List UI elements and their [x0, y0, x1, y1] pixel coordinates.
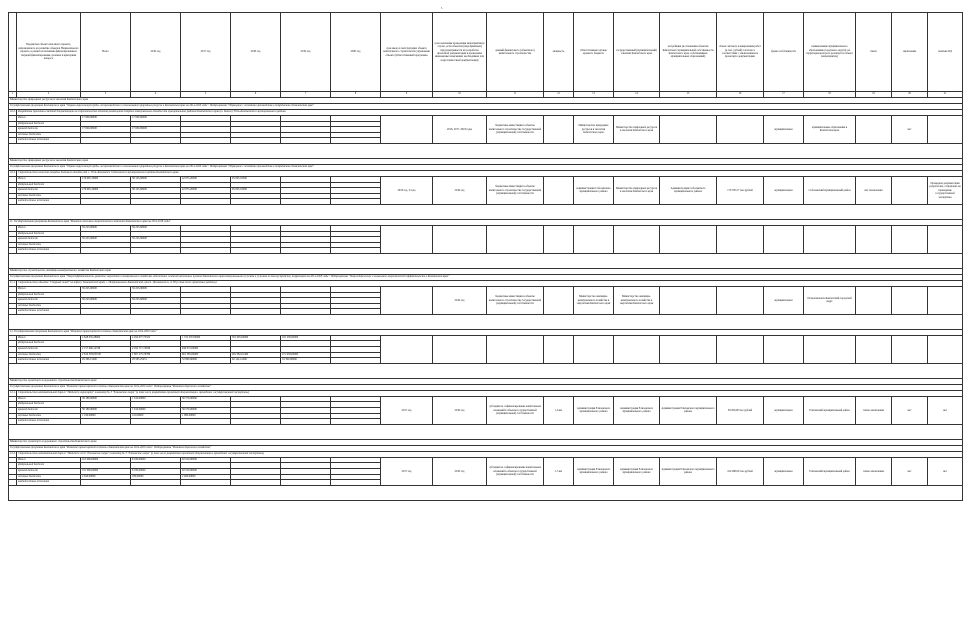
header-row — [9, 13, 963, 92]
object-info-cell: Елизовский муниципальный район — [804, 457, 856, 485]
header-cell: наименование муниципального образования (городского округа), на территории которого реализуется объект (мероприятие) — [804, 13, 856, 92]
ministry-cell: Министерство транспорта и дорожного строительства Камчатского края — [9, 378, 963, 384]
finance-value: 59 225,00000 — [81, 298, 131, 304]
object-info-cell: Администрация Елизовского муниципального района — [660, 396, 717, 424]
finance-value: 2 294 677,72525 — [131, 335, 181, 341]
object-info-cell: 1,3 км — [544, 457, 574, 485]
object-info-cell: Администрация Елизовского муниципального района — [614, 457, 660, 485]
finance-value: 59 225,00000 — [81, 225, 131, 231]
finance-value: 95 095,10000 — [231, 176, 281, 182]
ministry-cell: Министерство транспорта и дорожного строительства Камчатского края — [9, 439, 963, 445]
column-number-cell: 13 — [574, 92, 614, 98]
column-number-cell: 4 — [131, 92, 181, 98]
column-number-cell: 19 — [856, 92, 892, 98]
finance-label: местные бюджеты — [17, 193, 81, 199]
header-cell: Всего — [81, 13, 131, 92]
column-number-cell: 20 — [892, 92, 928, 98]
object-info-cell: Администрация Елизовского муниципального района — [660, 457, 717, 485]
finance-value: 38 125,00000 — [131, 176, 181, 182]
object-info-cell — [764, 335, 804, 363]
finance-value: 1 190,00000 — [81, 413, 131, 419]
column-number-cell: 21 — [928, 92, 963, 98]
finance-value: 62 142,12400 — [231, 358, 281, 364]
header-cell: 2020 год — [331, 13, 381, 92]
object-info-cell: нет — [892, 457, 928, 485]
finance-label: внебюджетные источники — [17, 138, 81, 144]
column-number-cell: 3 — [81, 92, 131, 98]
object-info-cell: 38 200,00 тыс.рублей — [717, 396, 764, 424]
object-info-cell: 176 795,57 тыс.рублей — [717, 176, 764, 204]
object-info-cell — [856, 286, 892, 314]
object-info-cell: Администрация Елизовского муниципального района — [614, 396, 660, 424]
ministry-cell: Министерство природных ресурсов и экологии Камчатского края — [9, 158, 963, 164]
spacer-cell — [9, 424, 963, 439]
column-number-cell: 5 — [181, 92, 231, 98]
finance-value: 1 610,00000 — [131, 408, 181, 414]
object-info-cell: нет — [928, 457, 963, 485]
finance-label: местные бюджеты — [17, 242, 81, 248]
spacer-cell — [9, 314, 963, 329]
column-number-cell: 10 — [433, 92, 487, 98]
header-cell: Предметом объекта или иного проекта, направленного на развитие объектов Национального проекта, в рамках исполнения финансирования и текущей финансирования, целевых и критериям вопроса — [17, 13, 81, 92]
object-info-cell: муниципальная — [764, 396, 804, 424]
column-number-cell: 7 — [281, 92, 331, 98]
object-info-cell — [381, 286, 433, 314]
column-number-cell: 1 — [9, 92, 17, 98]
object-info-cell: субсидии на софинансирование капитальных вложений в объекты государственной (муниципальной) собственности — [487, 457, 544, 485]
column-number-cell: 15 — [660, 92, 717, 98]
finance-value: 110,00000 — [131, 413, 181, 419]
finance-value: 38 125,00000 — [131, 188, 181, 194]
object-info-cell: бюджетные инвестиции в объекты капитального строительства государственной (муниципальной) собственности — [487, 116, 544, 144]
finance-label: краевой бюджет — [17, 127, 81, 133]
object-info-cell — [892, 225, 928, 253]
object-info-cell: 1,0 км — [544, 396, 574, 424]
finance-value: 2 819 303,059 00 — [81, 352, 131, 358]
spacer-row — [9, 204, 963, 219]
object-info-cell — [660, 286, 717, 314]
object-number: 12.2. — [9, 451, 17, 457]
header-cell: объем сметного планирования работ (в тыс. рублей) согласно в соответствии с заключением на проектную документацию — [717, 13, 764, 92]
object-name: Строительство автомобильной дороги "Подъезд к п/ст "Елизовские озера" километр № 3 "Елизовские озера" (в том числе разработка проектной документации, проведение государственной экспертизы) — [17, 451, 963, 457]
finance-value: 17 000,00000 — [81, 127, 131, 133]
object-name: Строительство объекта "Сборный склад" по адресу: Камчатский край, г. Петропавловск-Камчатский, просп. Циолковского, д. 38 (в том числе проектные работы) — [17, 280, 963, 286]
finance-value: 42 875,20000 — [181, 176, 231, 182]
finance-label: внебюджетные источники — [17, 358, 81, 364]
finance-value: 59 225,00000 — [81, 237, 131, 243]
object-info-cell — [381, 335, 433, 363]
finance-value: 2 640,00000 — [81, 474, 131, 480]
header-cell: данный финансового (объектного) капитального строительства — [487, 13, 544, 92]
document-sheet — [8, 12, 961, 501]
object-info-cell: 2016 год — [433, 176, 487, 204]
object-info-cell — [660, 116, 717, 144]
finance-value: 59 225,00000 — [131, 237, 181, 243]
finance-value: 59 225,00000 — [131, 225, 181, 231]
header-cell: срок ввода в эксплуатацию объекта капитального строительства управления объекта (Ответственный программы — [381, 13, 433, 92]
object-info-cell — [544, 225, 574, 253]
finance-label: Итого — [17, 176, 81, 182]
program-cell: Государственная программа Камчатского края "Развитие транспортной системы в Камчатском крае на 2014-2020 годы". Подпрограмма "Развитие дорожного хозяйства" — [9, 445, 963, 451]
object-info-cell: 2018 год, 3 года — [381, 176, 433, 204]
finance-value: 8 180,00000 — [131, 457, 181, 463]
object-info-cell: муниципальная — [764, 116, 804, 144]
finance-label: федеральный бюджет — [17, 292, 81, 298]
finance-value: 38 180,00000 — [81, 408, 131, 414]
finance-label: местные бюджеты — [17, 132, 81, 138]
object-number: 10.2. — [9, 110, 17, 116]
object-info-cell — [717, 116, 764, 144]
finance-value: 4 628 635,28964 — [81, 335, 131, 341]
object-info-cell — [856, 335, 892, 363]
ministry-cell: Министерство природных ресурсов и экологии Камчатского края — [9, 98, 963, 104]
finance-label: местные бюджеты — [17, 474, 81, 480]
object-info-cell — [928, 116, 963, 144]
finance-value: 2 460,00000 — [181, 474, 231, 480]
finance-value: 92 910,00000 — [181, 457, 231, 463]
object-info-cell: плана заключения — [856, 457, 892, 485]
object-info-cell: 2016, 2017, 2018 годы — [433, 116, 487, 144]
object-info-cell: нет — [892, 116, 928, 144]
object-info-cell: Министерство природных ресурсов и экологии Камчатского края — [574, 116, 614, 144]
finance-value: 36 570,00000 — [181, 408, 231, 414]
object-info-cell: нет — [892, 396, 928, 424]
object-info-cell: муниципальная — [764, 286, 804, 314]
header-cell: заключение — [892, 13, 928, 92]
object-info-cell — [717, 225, 764, 253]
header-cell: 2018 год — [231, 13, 281, 92]
finance-label: Итого — [17, 457, 81, 463]
header-cell-num — [9, 13, 17, 92]
finance-value: 17 000,00000 — [131, 116, 181, 122]
object-info-cell: муниципальные образования в Камчатском крае — [804, 116, 856, 144]
finance-value: 1 610,00000 — [131, 396, 181, 402]
object-info-cell — [717, 286, 764, 314]
object-info-cell: 2016 год — [433, 396, 487, 424]
finance-value: 481 082,01400 — [231, 352, 281, 358]
finance-label: краевой бюджет — [17, 298, 81, 304]
object-info-cell — [487, 335, 544, 363]
finance-label: федеральный бюджет — [17, 402, 81, 408]
finance-value: 1 867 275,76786 — [131, 352, 181, 358]
spacer-row — [9, 424, 963, 439]
spacer-cell — [9, 204, 963, 219]
finance-value: 59 225,00000 — [131, 286, 181, 292]
finance-label: Итого — [17, 286, 81, 292]
finance-value: 59 225,00000 — [81, 286, 131, 292]
finance-value: 181 258,00000 — [281, 335, 331, 341]
object-info-cell — [381, 116, 433, 144]
object-info-cell — [892, 335, 928, 363]
spacer-cell — [9, 363, 963, 378]
column-number-cell: 11 — [487, 92, 544, 98]
object-info-cell: бюджетные инвестиции в объекты капитального строительства государственной (муниципальной) собственности — [487, 286, 544, 314]
finance-label: Итого — [17, 335, 81, 341]
object-info-cell — [433, 335, 487, 363]
object-info-cell — [856, 225, 892, 253]
program-cell: Государственная программа Камчатского края "Охрана окружающей среды, воспроизводство и использование природных ресурсов в Камчатском крае на 2014-2020 годы". Подпрограмма "Обращение с отходами производства и потребления в Камчатском крае" — [9, 104, 963, 110]
finance-label: краевой бюджет — [17, 237, 81, 243]
header-cell: 2016 год — [131, 13, 181, 92]
finance-label: Итого — [17, 396, 81, 402]
header-cell: наличие ПД — [928, 13, 963, 92]
object-info-cell: Министерство жилищно-коммунального хозяйства и энергетики Камчатского края — [614, 286, 660, 314]
program-cell: Государственная программа Камчатского края "Охрана окружающей среды, воспроизводство и использование природных ресурсов в Камчатском крае на 2014-2020 годы". Подпрограмма "Обращение с отходами производства и потребления в Камчатском крае" — [9, 164, 963, 170]
object-info-cell: нет заключения — [856, 176, 892, 204]
object-info-cell — [544, 286, 574, 314]
spacer-cell — [9, 485, 963, 500]
object-name: Разработка проектно-сметной документации на строительство объекта размещения твердых коммунальных отходов для муниципальных районов Камчатского края (п. Ключи) Усть-Камчатского муниципального района — [17, 110, 963, 116]
object-info-cell — [574, 225, 614, 253]
header-cell: срок окончания проведения мероприятия (в случае, если объектом (мероприятием) предусматривается их разработка проектной документации и проведение инженерных изысканий, необходимых для подготовки такой документации) — [433, 13, 487, 92]
finance-label: внебюджетные источники — [17, 309, 81, 315]
object-info-cell — [487, 225, 544, 253]
column-number-cell: 2 — [17, 92, 81, 98]
object-info-cell — [892, 176, 928, 204]
object-number: 10.3. — [9, 170, 17, 176]
object-info-cell: Министерство жилищно-коммунального хозяйства и энергетики Камчатского края — [574, 286, 614, 314]
object-info-cell: 2016 год — [433, 286, 487, 314]
object-info-cell — [574, 335, 614, 363]
finance-value: 19 300,00000 — [281, 358, 331, 364]
object-info-cell: муниципальная — [764, 176, 804, 204]
finance-value: 95 095,10000 — [231, 188, 281, 194]
finance-value: 176 095,10600 — [81, 176, 131, 182]
finance-label: местные бюджеты — [17, 303, 81, 309]
program-cell: Государственная программа Камчатского края "Развитие транспортной системы в Камчатском крае на 2014-2020 годы". Подпрограмма "Развитие дорожного хозяйства" — [9, 384, 963, 390]
finance-value: 946 972,00000 — [181, 347, 231, 353]
header-cell: государственный (муниципальный) заказчик Камчатского края — [614, 13, 660, 92]
object-info-cell: плана заключения — [856, 396, 892, 424]
column-number-cell: 16 — [717, 92, 764, 98]
finance-value: 601 585,00000 — [181, 352, 231, 358]
object-info-cell — [764, 225, 804, 253]
object-number: 12.1. — [9, 390, 17, 396]
finance-value: 176 095,10600 — [81, 188, 131, 194]
object-info-cell — [660, 335, 717, 363]
object-info-cell — [544, 335, 574, 363]
object-info-cell — [928, 225, 963, 253]
spacer-cell — [9, 253, 963, 268]
object-name: Строительство автомобильной дороги "Подъезд к аэропорту" километр № 3 "Елизовские озера" (в том числе разработка проектной документации, проведение государственной экспертизы) — [17, 390, 963, 396]
finance-value: 17 000,00000 — [131, 127, 181, 133]
finance-label: внебюджетные источники — [17, 419, 81, 425]
object-info-cell — [614, 225, 660, 253]
spacer-row — [9, 143, 963, 158]
object-info-cell — [433, 225, 487, 253]
finance-label: внебюджетные источники — [17, 199, 81, 205]
column-number-cell: 17 — [764, 92, 804, 98]
finance-value: 59 225,00000 — [131, 298, 181, 304]
finance-label: краевой бюджет — [17, 469, 81, 475]
object-info-cell: 2017 год — [381, 396, 433, 424]
finance-value: 8 180,00000 — [131, 469, 181, 475]
finance-label: краевой бюджет — [17, 188, 81, 194]
object-number: 11.1. — [9, 280, 17, 286]
finance-label: федеральный бюджет — [17, 121, 81, 127]
column-number-cell: 14 — [614, 92, 660, 98]
object-info-cell: 2016 год — [433, 457, 487, 485]
object-info-cell: муниципальная — [764, 457, 804, 485]
object-info-cell: бюджетные инвестиции в объекты капитального строительства государственной (муниципальной) собственности — [487, 176, 544, 204]
finance-value: 180,00000 — [131, 474, 181, 480]
finance-label: краевой бюджет — [17, 408, 81, 414]
object-info-cell: 104 090,00 тыс.рублей — [717, 457, 764, 485]
object-info-cell: Администрация Елизовского муниципального района — [574, 396, 614, 424]
finance-label: внебюджетные источники — [17, 248, 81, 254]
object-info-cell: Проведена документация разработана, отправлена на проведение государственной экспертизы — [928, 176, 963, 204]
object-info-cell: Администрация Соболевского муниципального района — [574, 176, 614, 204]
object-info-cell — [544, 116, 574, 144]
program-cell: 12. Государственная программа Камчатского края "Развитие транспортной системы в Камчатском крае на 2014-2020 годы" — [9, 329, 963, 335]
finance-label: федеральный бюджет — [17, 231, 81, 237]
header-cell: 2019 год — [281, 13, 331, 92]
object-info-cell: Министерство природных ресурсов и экологии Камчатского края — [614, 116, 660, 144]
finance-value: 29 585,25451 — [131, 358, 181, 364]
spacer-cell — [9, 143, 963, 158]
object-info-cell: Соболевский муниципальный район — [804, 176, 856, 204]
object-info-cell: Администрация Соболевского муниципального района — [660, 176, 717, 204]
finance-value: 1 722 507,00000 — [181, 335, 231, 341]
finance-value: 17 000,00000 — [81, 116, 131, 122]
finance-value: 501 095,00000 — [231, 335, 281, 341]
finance-value: 2 157 696,14538 — [81, 347, 131, 353]
column-number-cell: 12 — [544, 92, 574, 98]
finance-label: краевой бюджет — [17, 347, 81, 353]
object-info-cell — [856, 116, 892, 144]
finance-value: 38 180,00000 — [81, 396, 131, 402]
object-info-cell: 2017 год — [381, 457, 433, 485]
column-number-cell: 8 — [331, 92, 381, 98]
object-info-cell: Администрация Елизовского муниципального района — [574, 457, 614, 485]
finance-label: местные бюджеты — [17, 413, 81, 419]
finance-value: 92 910,00000 — [181, 469, 231, 475]
spacer-row — [9, 485, 963, 500]
column-number-cell: 9 — [381, 92, 433, 98]
header-cell: 2017 год — [181, 13, 231, 92]
header-cell: сметн — [856, 13, 892, 92]
investment-table — [8, 12, 963, 501]
finance-label: федеральный бюджет — [17, 463, 81, 469]
finance-label: федеральный бюджет — [17, 341, 81, 347]
object-info-cell — [928, 335, 963, 363]
object-info-cell — [928, 286, 963, 314]
finance-label: Итого — [17, 225, 81, 231]
object-info-cell — [381, 225, 433, 253]
spacer-row — [9, 314, 963, 329]
finance-label: местные бюджеты — [17, 352, 81, 358]
object-info-cell — [892, 286, 928, 314]
object-info-cell — [717, 335, 764, 363]
finance-label: Итого — [17, 116, 81, 122]
object-info-cell — [804, 335, 856, 363]
finance-value: 42 875,20000 — [181, 188, 231, 194]
header-cell: мощность — [544, 13, 574, 92]
program-cell: Государственная программа Камчатского края "Энергоэффективность, развитие энергетики и коммунального хозяйства, обеспечение жителей населенных пунктов Камчатского края коммунальными услугами и услугами по благоустройству территорий на 2014-2018 годы". Подпрограмма "Энергосбережение и повышение энергетической эффективности в Камчатском крае" — [9, 274, 963, 280]
header-cell: Ответственные органы краевого бюджета — [574, 13, 614, 92]
object-info-cell: Министерство природных ресурсов и экологии Камчатского края — [614, 176, 660, 204]
spacer-row — [9, 363, 963, 378]
object-info-cell — [614, 335, 660, 363]
finance-label: внебюджетные источники — [17, 480, 81, 486]
finance-value: 101 090,00000 — [81, 457, 131, 463]
object-info-cell: Петропавловск-Камчатский городской округ — [804, 286, 856, 314]
finance-value: 2 292 717,74836 — [131, 347, 181, 353]
finance-label: федеральный бюджет — [17, 182, 81, 188]
finance-value: 1 080,00000 — [181, 413, 231, 419]
column-number-cell: 6 — [231, 92, 281, 98]
object-info-cell — [660, 225, 717, 253]
finance-value: 471 958,00000 — [281, 352, 331, 358]
program-cell: 11. Государственная программа Камчатского края "Развитие топливно-энергетического комплекса Камчатского края на 2014-2018 годы" — [9, 219, 963, 225]
header-cell: застройщик (в отношении объектов Камчатского муниципальной собственности Камчатского края, собственником муниципальных образований) — [660, 13, 717, 92]
object-name: Строительство полигона твердых бытовых отходов для с. Усть-Камчатск Соболевского муниципального района Камчатского края — [17, 170, 963, 176]
object-info-cell: Елизовский муниципальный район — [804, 396, 856, 424]
object-info-cell — [544, 176, 574, 204]
finance-value: 52 890,00000 — [181, 358, 231, 364]
finance-value: 101 090,00000 — [81, 469, 131, 475]
object-info-cell — [804, 225, 856, 253]
object-info-cell: нет — [928, 396, 963, 424]
object-info-cell: субсидии на софинансирование капитальных вложений в объекты государственной (муниципальной) собственности — [487, 396, 544, 424]
finance-value: 36 570,00000 — [181, 396, 231, 402]
page-mark: ˛ — [441, 3, 443, 9]
column-number-cell: 18 — [804, 92, 856, 98]
header-cell: форма собственности — [764, 13, 804, 92]
ministry-cell: Министерство строительства, жилищно-коммунального хозяйства Камчатского края — [9, 268, 963, 274]
finance-value: 29 366,15400 — [81, 358, 131, 364]
spacer-row — [9, 253, 963, 268]
